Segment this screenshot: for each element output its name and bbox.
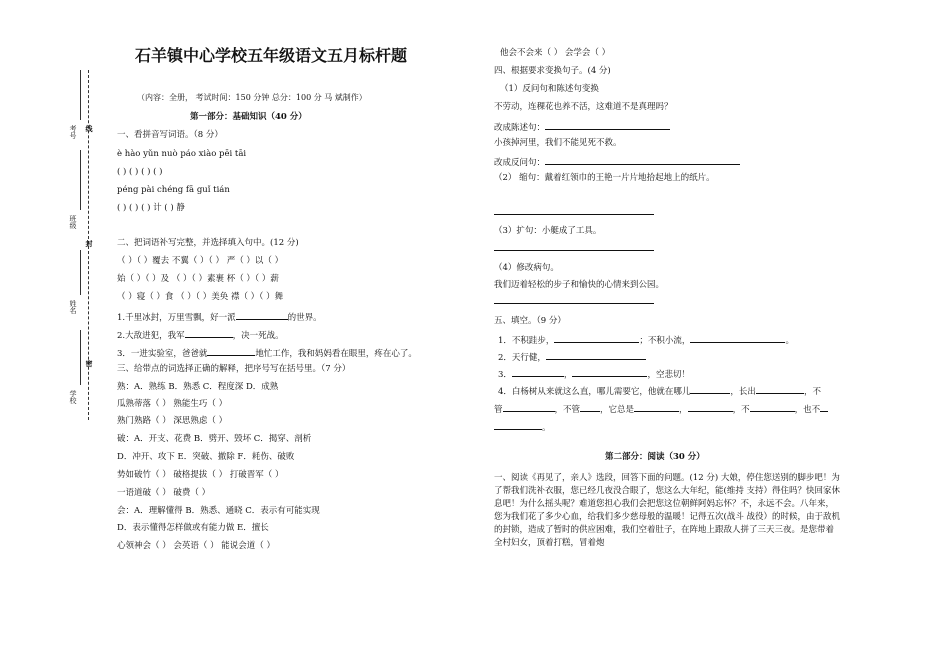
q5-l5-text-a: 管 (494, 405, 503, 415)
q2-row1[interactable]: （ ）（ ）覆去 不翼（ ）（ ） 严（ ）以（ ） (117, 256, 284, 266)
q5-l3-text-a: 3． (498, 370, 512, 380)
q4-sentence-b: 小孩掉河里，我们不能见死不救。 (494, 138, 622, 148)
q3-line7[interactable]: 一语道破（ ） 破费（ ） (117, 488, 211, 498)
q4-sub1: （1）反问句和陈述句变换 (500, 84, 599, 94)
q4-answer-statement[interactable] (545, 120, 670, 130)
q3-line4: 破：A．开支、花费 B．劈开、毁坏 C．揭穿、剖析 (117, 434, 312, 444)
q5-blank-1[interactable] (554, 333, 639, 343)
q4-fix-title: （4）修改病句。 (494, 263, 559, 273)
q5-blank-6[interactable] (690, 384, 730, 394)
q5-l4-text-a: 4．白杨树从来就这么直，哪儿需要它，他就在哪儿 (498, 387, 691, 397)
q5-title: 五、填空。（9 分） (494, 316, 566, 326)
q2-sentence1 (117, 310, 322, 324)
q5-l6-text: 。 (542, 423, 551, 433)
q1-boxes-row1[interactable]: ( ) ( ) ( ) ( ) (117, 167, 163, 177)
q5-blank-11[interactable] (688, 402, 733, 412)
name-label: 姓名 (69, 300, 77, 314)
q5-line2 (498, 350, 646, 364)
q2-row2[interactable]: 始（ ）（ ）及 （ ）（ ）素裹 杯（ ）（ ）薪 (117, 274, 279, 284)
q5-blank-7[interactable] (756, 384, 804, 394)
q2-s2-text-b: ，决一死战。 (232, 331, 284, 341)
q4-shorten-answer-line[interactable] (494, 214, 654, 215)
q5-l1-text-b: ；不积小流， (639, 336, 691, 346)
q5-blank-13[interactable] (820, 402, 828, 412)
q3-line8: 会：A．理解懂得 B．熟悉、通晓 C．表示有可能实现 (117, 506, 320, 516)
q2-s2-blank[interactable] (185, 328, 233, 338)
q2-s3-text-b: 地忙工作，我和妈妈看在眼里，疼在心了。 (255, 349, 417, 359)
q5-blank-2[interactable] (690, 333, 785, 343)
q2-s1-blank[interactable] (236, 310, 288, 320)
q5-blank-3[interactable] (546, 350, 646, 360)
q3-line9: D．表示懂得怎样做或有能力做 E．擅长 (117, 523, 269, 533)
q5-line5 (494, 402, 828, 416)
q2-s1-text-a: 1.千里冰封，万里雪飘，好一派 (117, 313, 236, 323)
q4-title: 四、根据要求变换句子。(4 分) (494, 66, 611, 76)
exam-title: 石羊镇中心学校五年级语文五月标杆题 (135, 46, 408, 65)
part1-heading: 第一部分：基础知识（40 分） (190, 112, 307, 122)
q2-s2-text-a: 2.大敌进犯，我军 (117, 331, 185, 341)
q3-title: 三、给带点的词选择正确的解释，把序号写在括号里。（7 分） (117, 364, 351, 374)
q5-line4 (498, 384, 821, 398)
q5-blank-10[interactable] (634, 402, 679, 412)
q2-row3[interactable]: （ ）寝（ ）食 （ ）（ ）美奂 襟（ ）（ ）舞 (117, 292, 284, 302)
q3-line1: 熟：A．熟练 B．熟悉 C．程度深 D．成熟 (117, 382, 279, 392)
seal-mark-seal: 封 (85, 240, 94, 247)
q4-answer-question[interactable] (545, 155, 740, 165)
exam-number-field[interactable] (80, 70, 81, 120)
q4-convert-question-label: 改成反问句： (494, 158, 546, 168)
seal-mark-secret: 密 (85, 360, 94, 367)
q2-s1-text-b: 的世界。 (287, 313, 322, 323)
class-field[interactable] (80, 150, 81, 210)
q5-blank-8[interactable] (503, 402, 555, 412)
q5-l3-text-c: ，空悲切！ (647, 370, 690, 380)
seal-mark-line: 线 (85, 125, 94, 132)
q5-blank-14[interactable] (494, 420, 542, 430)
q5-l5-text-b: ，不管 (554, 405, 581, 415)
q5-line1 (498, 333, 794, 347)
q2-sentence3 (117, 346, 417, 360)
q5-l5-text-f: ，也不 (794, 405, 821, 415)
exam-subtitle: （内容：全册， 考试时间：150 分钟 总分：100 分 马 斌制作） (137, 93, 367, 102)
q1-title: 一、看拼音写词语。（8 分） (117, 130, 223, 140)
q5-line3 (498, 367, 690, 381)
q1-pinyin-row1: è hào yǔn nuò páo xiào pēi tāi (117, 149, 247, 159)
q4-expand-answer-line[interactable] (494, 250, 654, 251)
part2-heading: 第二部分：阅读（30 分） (605, 452, 705, 462)
q2-sentence2 (117, 328, 284, 342)
q5-l2-text: 2．天行健， (498, 353, 546, 363)
q4-sentence-a: 不劳动，连稞花也养不活，这难道不是真理吗？ (494, 102, 673, 112)
q2-s3-blank[interactable] (207, 346, 255, 356)
q3-line5: D．冲开、攻下 E．突破、撤除 F．耗伤、破败 (117, 452, 295, 462)
q5-l1-text-c: 。 (785, 336, 794, 346)
carry-over-line[interactable]: 他会不会来（ ） 会学会（ ） (500, 48, 611, 58)
q3-line10[interactable]: 心领神会（ ） 会英语（ ） 能说会道（ ） (117, 541, 276, 551)
class-label: 班级 (69, 215, 77, 229)
q4-expand: （3）扩句：小艇成了工具。 (494, 226, 602, 236)
q5-l3-text-b: ， (563, 370, 573, 380)
name-field[interactable] (80, 250, 81, 295)
q5-l4-text-b: ，长出 (730, 387, 756, 397)
q3-line3[interactable]: 熟门熟路（ ） 深思熟虑（ ） (117, 416, 228, 426)
q5-blank-4[interactable] (512, 367, 564, 377)
q1-pinyin-row2: péng pài chéng fā guǐ tián (117, 185, 230, 195)
q4-convert-question (494, 155, 740, 169)
q4-shorten: （2） 缩句：戴着红领巾的王艳一片片地拾起地上的纸片。 (494, 173, 715, 183)
reading-passage: 一、阅读《再见了，亲人》选段，回答下面的问题。(12 分) 大娘，停住您送别的脚步吧！为了帮我们洗补衣服，您已经几夜没合眼了，您这么大年纪，能(维持 支持）得住吗？快回家休息吧！为什么摇头呢？难道您担心我们会把您这位朝鲜阿妈忘怀？不，永远不会。八年来，您为我们花了多少心血，给我们多少慈母般的温暖！记得五次(战斗 战役）的时候，由于敌机的封锁，造成了暂时的供应困难，我们空着肚子，在阵地上跟敌人拼了三天三夜。是您带着全村妇女，顶着打糕，冒着炮 (494, 473, 841, 548)
q4-convert-statement-label: 改成陈述句： (494, 123, 546, 133)
q5-l5-text-c: ，它总是 (600, 405, 635, 415)
q5-line6 (494, 420, 551, 434)
school-label: 学校 (69, 390, 77, 404)
q5-blank-5[interactable] (572, 367, 647, 377)
q3-line2[interactable]: 瓜熟蒂落（ ） 熟能生巧（ ） (117, 399, 228, 409)
q4-fix-sentence: 我们迈着轻松的步子和愉快的心情来到公园。 (494, 280, 665, 290)
q5-blank-12[interactable] (750, 402, 795, 412)
q2-title: 二、把词语补写完整，并选择填入句中。(12 分) (117, 238, 299, 248)
q5-l5-text-e: ，不 (732, 405, 750, 415)
q3-line6[interactable]: 势如破竹（ ） 破格提拔（ ） 打破晋军（ ） (117, 470, 284, 480)
q5-l1-text-a: 1．不积跬步， (498, 336, 555, 346)
school-field[interactable] (80, 330, 81, 385)
q5-l5-text-d: ， (679, 405, 688, 415)
q5-blank-9[interactable] (580, 402, 600, 412)
q2-s3-text-a: 3．一进实验室，爸爸就 (117, 349, 208, 359)
q1-boxes-row2[interactable]: ( ) ( ) ( ) 计 ( ) 静 (117, 203, 185, 213)
q5-l4-text-c: ，不 (803, 387, 821, 397)
q4-fix-answer-line[interactable] (494, 303, 654, 304)
exam-number-label: 考号 (69, 125, 77, 139)
q4-convert-statement (494, 120, 670, 134)
